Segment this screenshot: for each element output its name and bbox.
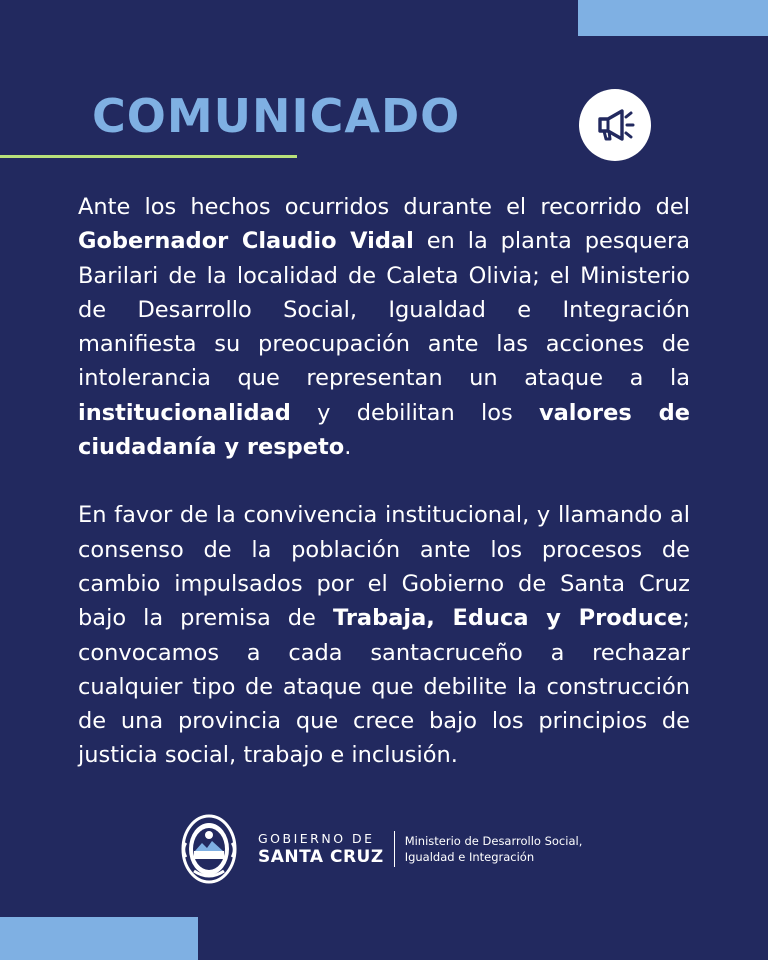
- ministry-line-2: Igualdad e Integración: [404, 850, 535, 864]
- paragraph-2-text: En favor de la convivencia institucional, y llamando al consenso de la población ante los procesos de cambio impulsados por el Gobierno de Santa Cruz bajo la premisa de: [78, 502, 690, 632]
- paragraph-1: [78, 190, 690, 464]
- title-underline: [0, 155, 297, 158]
- government-label: GOBIERNO DE: [258, 831, 375, 846]
- paragraph-2-text: ; convocamos a cada santacruceño a rechazar cualquier tipo de ataque que debilite la construcción de una provincia que crece bajo los principios de justicia social, trabajo e inclusión.: [78, 605, 690, 769]
- top-right-accent-bar: [578, 0, 768, 36]
- ministry-name: [405, 833, 583, 865]
- ministry-line-1: Ministerio de Desarrollo Social,: [404, 834, 583, 848]
- paragraph-1-text: en la planta pesquera Barilari de la localidad de Caleta Olivia; el Ministerio de Desarrollo Social, Igualdad e Integración manifiesta su preocupación ante las acciones de intolerancia que representan un ataque a la: [78, 228, 690, 392]
- communique-body: [78, 190, 690, 773]
- bottom-left-accent-bar: [0, 917, 198, 960]
- motto-emphasis: Trabaja, Educa y Produce: [332, 605, 683, 632]
- provincial-crest-icon: [180, 813, 238, 885]
- paragraph-1-text: .: [344, 434, 352, 461]
- institucionalidad-emphasis: institucionalidad: [78, 399, 291, 426]
- megaphone-icon: [579, 89, 651, 161]
- footer-logo: [180, 813, 582, 885]
- page-title: COMUNICADO: [92, 89, 461, 143]
- paragraph-1-text: Ante los hechos ocurridos durante el recorrido del: [78, 194, 690, 220]
- province-name: SANTA CRUZ: [258, 847, 384, 867]
- governor-name: Gobernador Claudio Vidal: [78, 228, 414, 255]
- paragraph-1-text: y debilitan los: [290, 399, 539, 426]
- paragraph-2: [78, 498, 690, 772]
- footer-divider: [394, 831, 395, 867]
- values-emphasis: valores de ciudadanía y respeto: [78, 399, 691, 461]
- government-wordmark: [258, 831, 384, 867]
